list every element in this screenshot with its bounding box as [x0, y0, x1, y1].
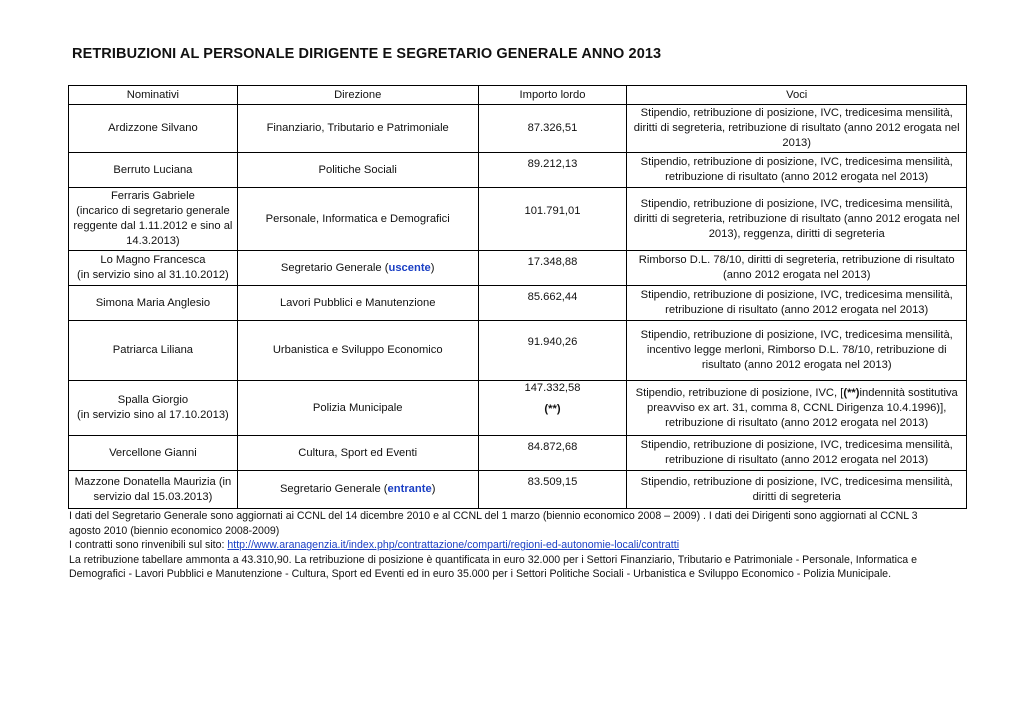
note-contracts [69, 538, 949, 553]
table-row [69, 153, 967, 188]
name-line: Lo Magno Francesca [100, 254, 206, 266]
cell-direction: Polizia Municipale [237, 381, 478, 436]
cell-direction: Finanziario, Tributario e Patrimoniale [237, 105, 478, 153]
cell-direction [237, 251, 478, 286]
column-header-voci: Voci [627, 86, 967, 105]
voci-note-mark: (**) [843, 386, 860, 399]
cell-name [69, 251, 238, 286]
cell-direction: Lavori Pubblici e Manutenzione [237, 286, 478, 321]
note-retribuzione: La retribuzione tabellare ammonta a 43.310,90. La retribuzione di posizione è quantificata in euro 32.000 per i Settori Finanziario, Tributario e Patrimoniale - Personale, Informatica e Demografici - Lavori Pubblici e Manutenzione - Cultura, Sport ed Eventi ed in euro 35.000 per i Settori Politiche Sociali - Urbanistica e Sviluppo Economico - Polizia Municipale. [69, 553, 917, 581]
direction-text: Segretario Generale ( [280, 261, 389, 274]
name-line: servizio dal 15.03.2013) [93, 490, 213, 503]
table-header-row [69, 86, 967, 105]
name-line: (incarico di segretario generale [76, 205, 230, 217]
cell-voci: Stipendio, retribuzione di posizione, IVC, tredicesima mensilità, incentivo legge merloni, Rimborso D.L. 78/10, retribuzione di risultato (anno 2012 erogata nel 2013) [627, 321, 967, 381]
cell-direction: Personale, Informatica e Demografici [237, 188, 478, 251]
name-line: Mazzone Donatella Maurizia (in [74, 475, 232, 488]
cell-name [69, 381, 238, 436]
table-row [69, 471, 967, 509]
cell-voci: Stipendio, retribuzione di posizione, IVC, tredicesima mensilità, diritti di segreteria [627, 471, 967, 509]
cell-amount: 101.791,01 [478, 188, 627, 251]
cell-amount [478, 381, 627, 436]
name-line: Ferraris Gabriele [110, 190, 195, 202]
table-row [69, 105, 967, 153]
direction-status: entrante [387, 483, 432, 495]
note-contracts-label: I contratti sono rinvenibili sul sito: [69, 539, 228, 552]
cell-voci [627, 381, 967, 436]
voci-text: Stipendio, retribuzione di posizione, IVC, [ [635, 386, 844, 399]
name-line: (in servizio sino al 31.10.2012) [77, 269, 229, 281]
cell-voci: Stipendio, retribuzione di posizione, IVC, tredicesima mensilità, retribuzione di risultato (anno 2012 erogata nel 2013) [627, 436, 967, 471]
cell-name [69, 471, 238, 509]
cell-voci: Stipendio, retribuzione di posizione, IVC, tredicesima mensilità, retribuzione di risultato (anno 2012 erogata nel 2013) [627, 153, 967, 188]
cell-amount: 91.940,26 [478, 321, 627, 381]
cell-name: Simona Maria Anglesio [69, 286, 238, 321]
cell-name: Ardizzone Silvano [69, 105, 238, 153]
table-row [69, 286, 967, 321]
cell-amount: 83.509,15 [478, 471, 627, 509]
column-header-nominativi: Nominativi [69, 86, 238, 105]
note-ccnl: I dati del Segretario Generale sono aggiornati ai CCNL del 14 dicembre 2010 e al CCNL del 1 marzo (biennio economico 2008 – 2009) . I dati dei Dirigenti sono aggiornati al CCNL 3 agosto 2010 (biennio economico 2008-2009) [69, 510, 918, 537]
cell-amount: 17.348,88 [478, 251, 627, 286]
name-line: (in servizio sino al 17.10.2013) [77, 409, 229, 421]
cell-name: Berruto Luciana [69, 153, 238, 188]
cell-name: Vercellone Gianni [69, 436, 238, 471]
salary-table [68, 85, 967, 509]
cell-name: Patriarca Liliana [69, 321, 238, 381]
cell-amount: 87.326,51 [478, 105, 627, 153]
direction-text: Segretario Generale ( [279, 483, 388, 495]
cell-amount: 85.662,44 [478, 286, 627, 321]
column-header-importo: Importo lordo [478, 86, 627, 105]
table-row [69, 251, 967, 286]
direction-status: uscente [388, 261, 431, 274]
cell-direction: Urbanistica e Sviluppo Economico [237, 321, 478, 381]
footnotes [69, 509, 949, 582]
table-row [69, 188, 967, 251]
direction-text: ) [430, 261, 435, 274]
cell-direction [237, 471, 478, 509]
cell-amount: 84.872,68 [478, 436, 627, 471]
table-row [69, 436, 967, 471]
cell-voci: Stipendio, retribuzione di posizione, IVC, tredicesima mensilità, diritti di segreteria, retribuzione di risultato (anno 2012 erogata nel 2013), reggenza, diritti di segreteria [627, 188, 967, 251]
contracts-link[interactable]: http://www.aranagenzia.it/index.php/contrattazione/comparti/regioni-ed-autonomie-locali/contratti [227, 539, 680, 552]
column-header-direzione: Direzione [237, 86, 478, 105]
cell-direction: Cultura, Sport ed Eventi [237, 436, 478, 471]
direction-text: ) [431, 483, 436, 495]
cell-voci: Rimborso D.L. 78/10, diritti di segreteria, retribuzione di risultato (anno 2012 erogata nel 2013) [627, 251, 967, 286]
cell-voci: Stipendio, retribuzione di posizione, IVC, tredicesima mensilità, diritti di segreteria, retribuzione di risultato (anno 2012 erogata nel 2013) [627, 105, 967, 153]
name-line: Spalla Giorgio [117, 394, 189, 406]
voci-text: indennità sostitutiva preavviso ex art. 31, comma 8, CCNL Dirigenza 10.4.1996)], retribuzione di risultato (anno 2012 erogata nel 2013) [647, 386, 958, 429]
cell-voci: Stipendio, retribuzione di posizione, IVC, tredicesima mensilità, retribuzione di risultato (anno 2012 erogata nel 2013) [627, 286, 967, 321]
table-row [69, 321, 967, 381]
name-line: 14.3.2013) [126, 235, 180, 247]
table-row [69, 381, 967, 436]
cell-direction: Politiche Sociali [237, 153, 478, 188]
page-title: RETRIBUZIONI AL PERSONALE DIRIGENTE E SEGRETARIO GENERALE ANNO 2013 [72, 46, 662, 62]
cell-amount: 89.212,13 [478, 153, 627, 188]
amount-note: (**) [544, 403, 561, 415]
cell-name [69, 188, 238, 251]
name-line: reggente dal 1.11.2012 e sino al [73, 220, 233, 232]
amount-value: 147.332,58 [524, 382, 581, 394]
